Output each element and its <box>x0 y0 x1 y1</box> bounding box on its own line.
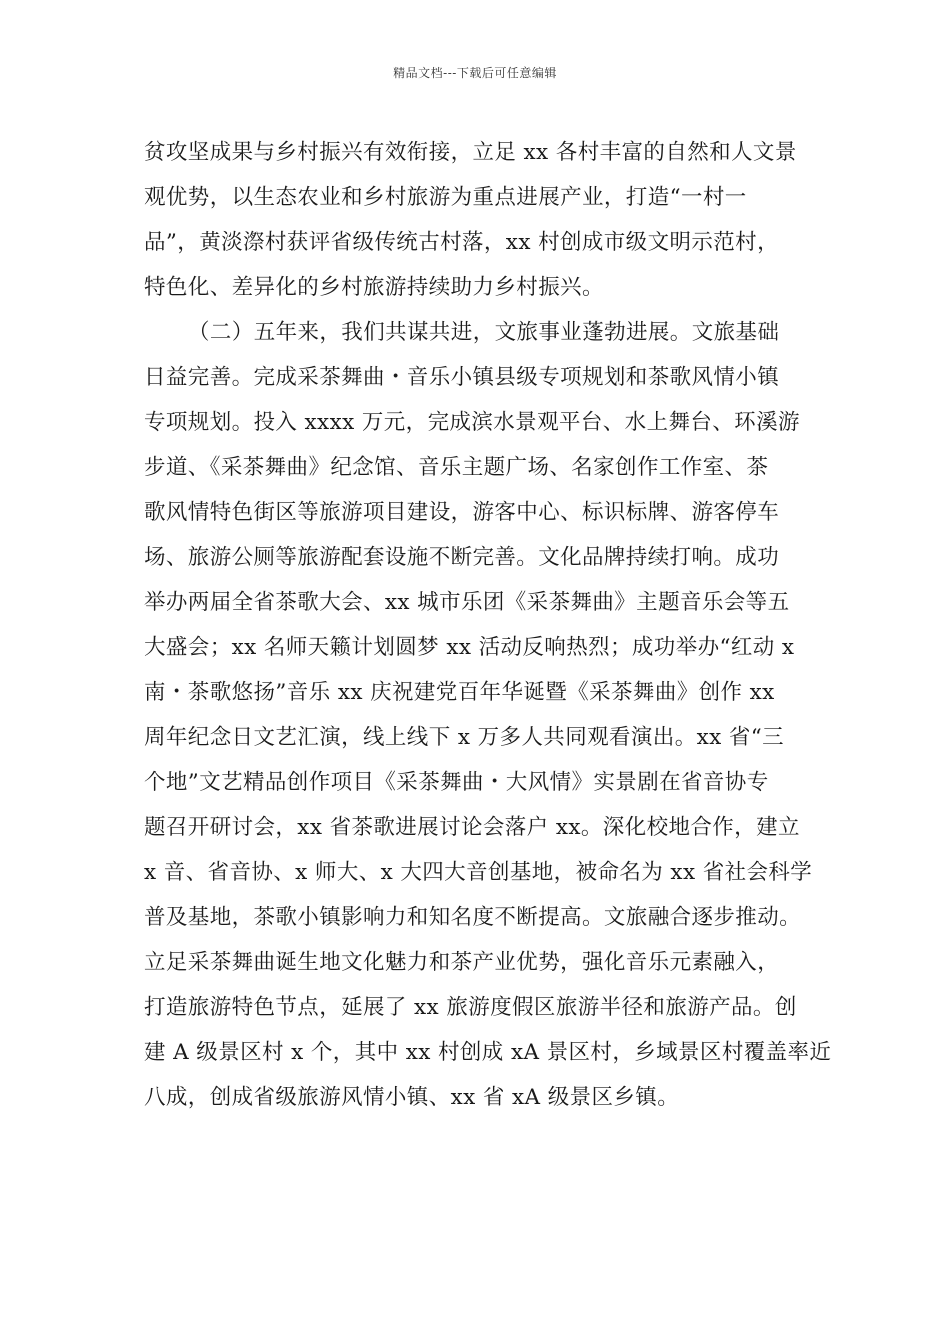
page-header: 精品文档---下载后可任意编辑 <box>393 66 557 80</box>
text-line: 观优势，以生态农业和乡村旅游为重点进展产业，打造“一村一 <box>144 185 747 210</box>
text-line: 专项规划。投入 xxxx 万元，完成滨水景观平台、水上舞台、环溪游 <box>144 410 800 435</box>
paragraph-1 <box>144 130 824 310</box>
text-line: 立足采茶舞曲诞生地文化魅力和茶产业优势，强化音乐元素融入， <box>144 950 780 975</box>
text-line: 八成，创成省级旅游风情小镇、xx 省 xA 级景区乡镇。 <box>144 1085 680 1110</box>
text-line: 歌风情特色街区等旅游项目建设，游客中心、标识标牌、游客停车 <box>144 500 780 525</box>
text-line: 建 A 级景区村 x 个，其中 xx 村创成 xA 景区村，乡域景区村覆盖率近 <box>144 1040 832 1065</box>
paragraph-2 <box>144 310 832 1120</box>
text-line: 大盛会；xx 名师天籁计划圆梦 xx 活动反响热烈；成功举办“红动 x <box>144 635 795 660</box>
text-line: 举办两届全省茶歌大会、xx 城市乐团《采茶舞曲》主题音乐会等五 <box>144 590 790 615</box>
text-line: 步道、《采茶舞曲》纪念馆、音乐主题广场、名家创作工作室、茶 <box>144 455 769 480</box>
text-line: 品”，黄淡漈村获评省级传统古村落，xx 村创成市级文明示范村， <box>144 230 779 255</box>
text-line: 个地”文艺精品创作项目《采茶舞曲・大风情》实景剧在省音协专 <box>144 770 769 795</box>
text-line: x 音、省音协、x 师大、x 大四大音创基地，被命名为 xx 省社会科学 <box>144 860 813 885</box>
document-body <box>144 130 832 1120</box>
text-line: 打造旅游特色节点，延展了 xx 旅游度假区旅游半径和旅游产品。创 <box>144 995 797 1020</box>
text-line: 普及基地，茶歌小镇影响力和知名度不断提高。文旅融合逐步推动。 <box>144 905 802 930</box>
text-line: 周年纪念日文艺汇演，线上线下 x 万多人共同观看演出。xx 省“三 <box>144 725 785 750</box>
text-line: 题召开研讨会，xx 省茶歌进展讨论会落户 xx。深化校地合作，建立 <box>144 815 800 840</box>
text-line: （二）五年来，我们共谋共进，文旅事业蓬勃进展。文旅基础 <box>188 320 780 345</box>
text-line: 贫攻坚成果与乡村振兴有效衔接，立足 xx 各村丰富的自然和人文景 <box>144 140 797 165</box>
text-line: 南・茶歌悠扬”音乐 xx 庆祝建党百年华诞暨《采茶舞曲》创作 xx <box>144 680 775 705</box>
text-line: 场、旅游公厕等旅游配套设施不断完善。文化品牌持续打响。成功 <box>144 545 780 570</box>
text-line: 特色化、差异化的乡村旅游持续助力乡村振兴。 <box>144 275 604 300</box>
text-line: 日益完善。完成采茶舞曲・音乐小镇县级专项规划和茶歌风情小镇 <box>144 365 780 390</box>
